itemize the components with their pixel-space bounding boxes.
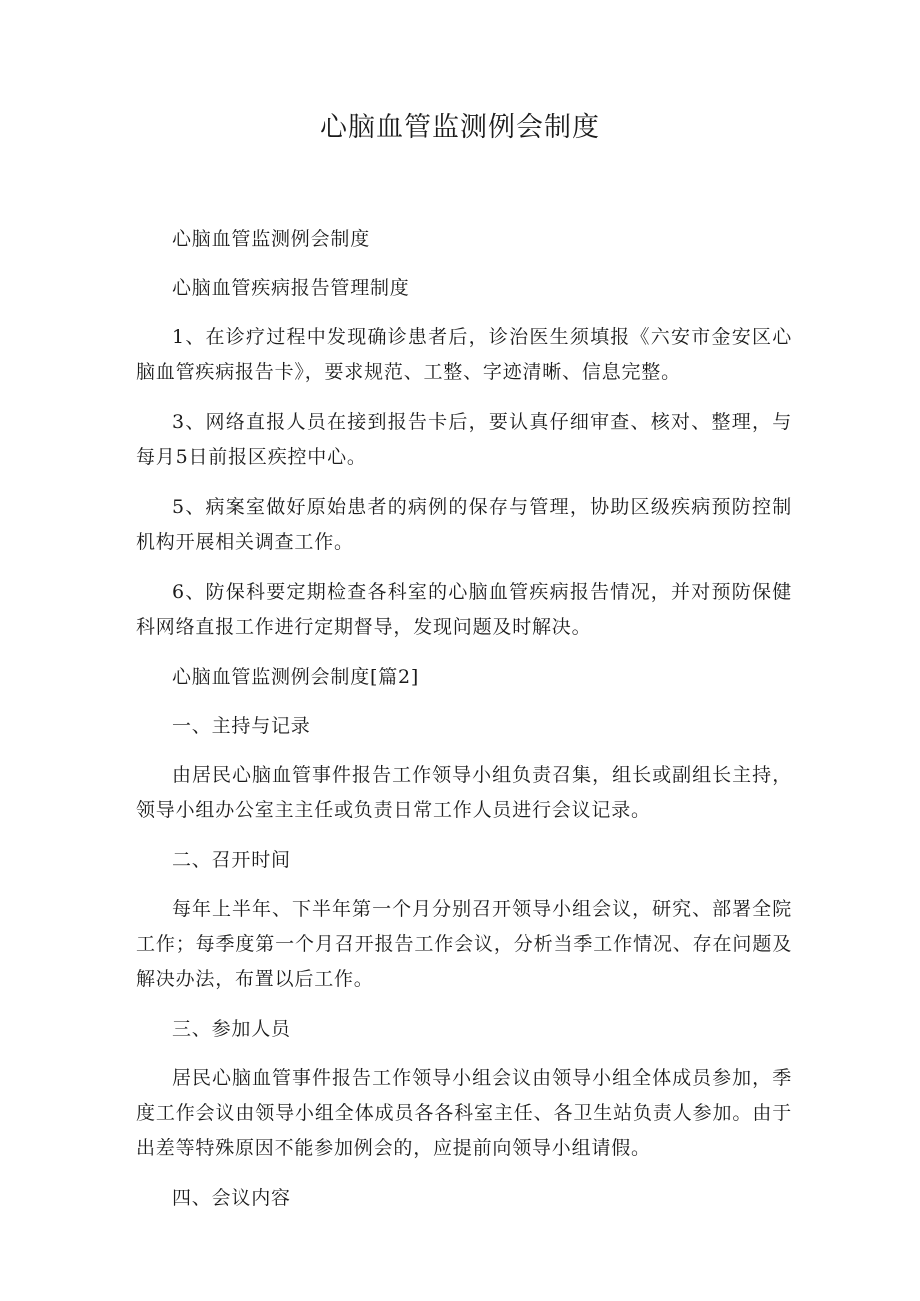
- paragraph-section-title: 心脑血管疾病报告管理制度: [172, 277, 410, 299]
- paragraph-host-and-record: 由居民心脑血管事件报告工作领导小组负责召集，组长或副组长主持，领导小组办公室主主任或负责日常工作人员进行会议记录。: [136, 764, 792, 821]
- paragraph-meeting-time: 每年上半年、下半年第一个月分别召开领导小组会议，研究、部署全院工作；每季度第一个月召开报告工作会议，分析当季工作情况、存在问题及解决办法，布置以后工作。: [136, 898, 792, 990]
- paragraph-item-1: 1、在诊疗过程中发现确诊患者后，诊治医生须填报《六安市金安区心脑血管疾病报告卡》，要求规范、工整、字迹清晰、信息完整。: [136, 326, 792, 383]
- heading-meeting-time: 二、召开时间: [172, 849, 291, 871]
- paragraph-participants: 居民心脑血管事件报告工作领导小组会议由领导小组全体成员参加，季度工作会议由领导小组全体成员各各科室主任、各卫生站负责人参加。由于出差等特殊原因不能参加例会的，应提前向领导小组请假。: [136, 1067, 792, 1159]
- document-body: [136, 222, 792, 1230]
- document-title: 心脑血管监测例会制度: [320, 112, 600, 143]
- paragraph-item-6: 6、防保科要定期检查各科室的心脑血管疾病报告情况，并对预防保健科网络直报工作进行定期督导，发现问题及时解决。: [136, 581, 792, 638]
- heading-meeting-content: 四、会议内容: [172, 1187, 291, 1209]
- paragraph-item-5: 5、病案室做好原始患者的病例的保存与管理，协助区级疾病预防控制机构开展相关调查工作。: [136, 496, 792, 553]
- paragraph-item-3: 3、网络直报人员在接到报告卡后，要认真仔细审查、核对、整理，与每月5日前报区疾控中心。: [136, 411, 792, 468]
- heading-participants: 三、参加人员: [172, 1018, 291, 1040]
- paragraph-subtitle: 心脑血管监测例会制度: [172, 228, 371, 250]
- paragraph-part-2-title: 心脑血管监测例会制度[篇2]: [172, 666, 420, 688]
- heading-host-and-record: 一、主持与记录: [172, 715, 311, 737]
